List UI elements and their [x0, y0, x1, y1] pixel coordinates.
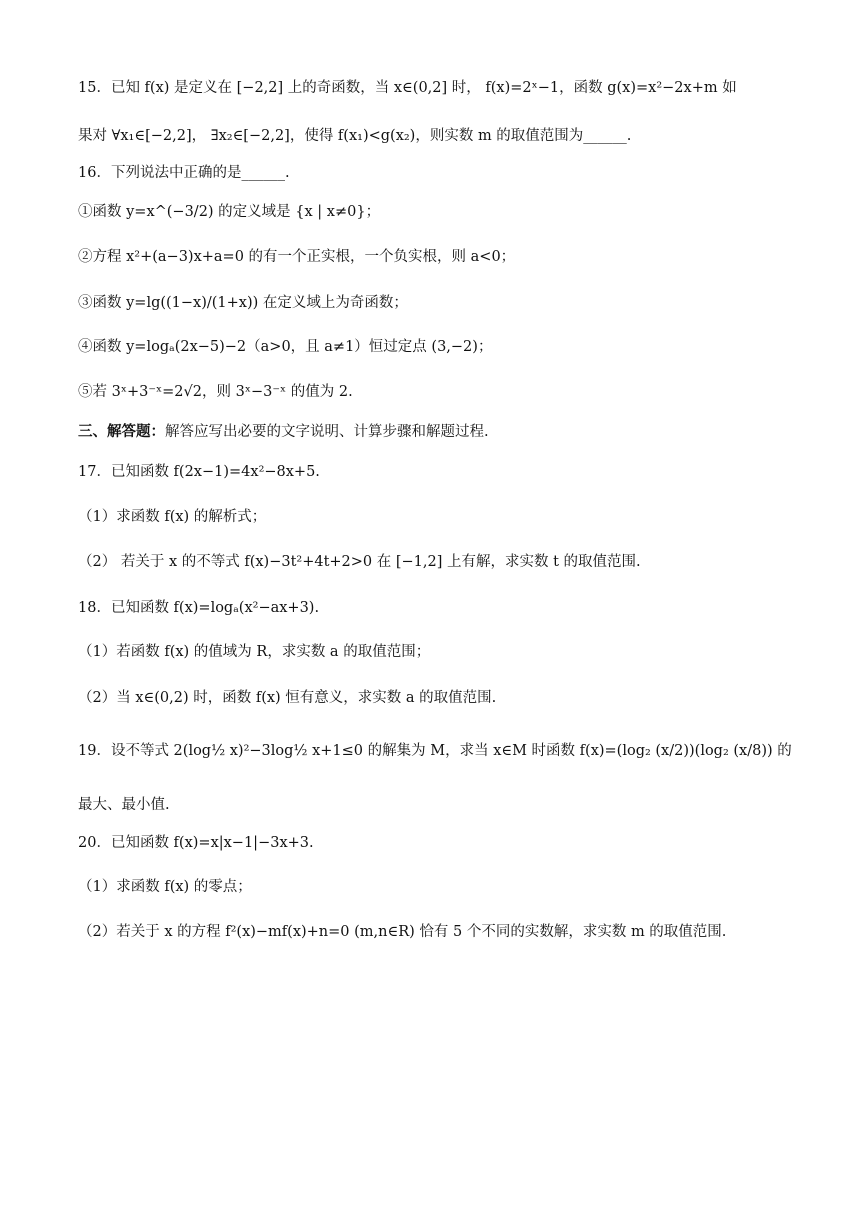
q16-option-4: ④函数 y=logₐ(2x−5)−2（a>0，且 a≠1）恒过定点 (3,−2)；: [78, 339, 493, 355]
q18-part-2: （2）当 x∈(0,2) 时，函数 f(x) 恒有意义，求实数 a 的取值范围.: [78, 690, 497, 706]
q19-line-1: 19．设不等式 2(log½ x)²−3log½ x+1≤0 的解集为 M，求当 x∈M 时函数 f(x)=(log₂ (x/2))(log₂ (x/8)) 的: [78, 743, 792, 759]
q18-part-1: （1）若函数 f(x) 的值域为 R，求实数 a 的取值范围；: [78, 644, 431, 660]
q16-option-3: ③函数 y=lg((1−x)/(1+x)) 在定义域上为奇函数；: [78, 295, 408, 311]
section-3-instructions: 解答应写出必要的文字说明、计算步骤和解题过程.: [165, 424, 489, 440]
q16-option-2: ②方程 x²+(a−3)x+a=0 的有一个正实根，一个负实根，则 a<0；: [78, 249, 516, 265]
q15-line-1: 15．已知 f(x) 是定义在 [−2,2] 上的奇函数，当 x∈(0,2] 时， f(x)=2ˣ−1，函数 g(x)=x²−2x+m 如: [78, 80, 737, 96]
q19-line-2: 最大、最小值.: [78, 797, 170, 813]
q20-part-1: （1）求函数 f(x) 的零点；: [78, 879, 252, 895]
q15-line-2: 果对 ∀x₁∈[−2,2]， ∃x₂∈[−2,2]，使得 f(x₁)<g(x₂)，则实数 m 的取值范围为______.: [78, 128, 632, 144]
q17-stem: 17．已知函数 f(2x−1)=4x²−8x+5.: [78, 464, 320, 480]
q16-option-1: ①函数 y=x^(−3/2) 的定义域是 {x | x≠0}；: [78, 204, 381, 220]
q20-stem: 20．已知函数 f(x)=x|x−1|−3x+3.: [78, 835, 314, 851]
q16-stem: 16．下列说法中正确的是______.: [78, 165, 290, 181]
q16-option-5: ⑤若 3ˣ+3⁻ˣ=2√2，则 3ˣ−3⁻ˣ 的值为 2.: [78, 384, 353, 400]
q18-stem: 18．已知函数 f(x)=logₐ(x²−ax+3).: [78, 600, 320, 616]
section-3-heading: [78, 420, 790, 444]
q17-part-2: （2） 若关于 x 的不等式 f(x)−3t²+4t+2>0 在 [−1,2] 上有解，求实数 t 的取值范围.: [78, 554, 641, 570]
q20-part-2: （2）若关于 x 的方程 f²(x)−mf(x)+n=0 (m,n∈R) 恰有 5 个不同的实数解，求实数 m 的取值范围.: [78, 924, 727, 940]
section-3-title: 三、解答题：: [78, 423, 165, 440]
q17-part-1: （1）求函数 f(x) 的解析式；: [78, 509, 267, 525]
